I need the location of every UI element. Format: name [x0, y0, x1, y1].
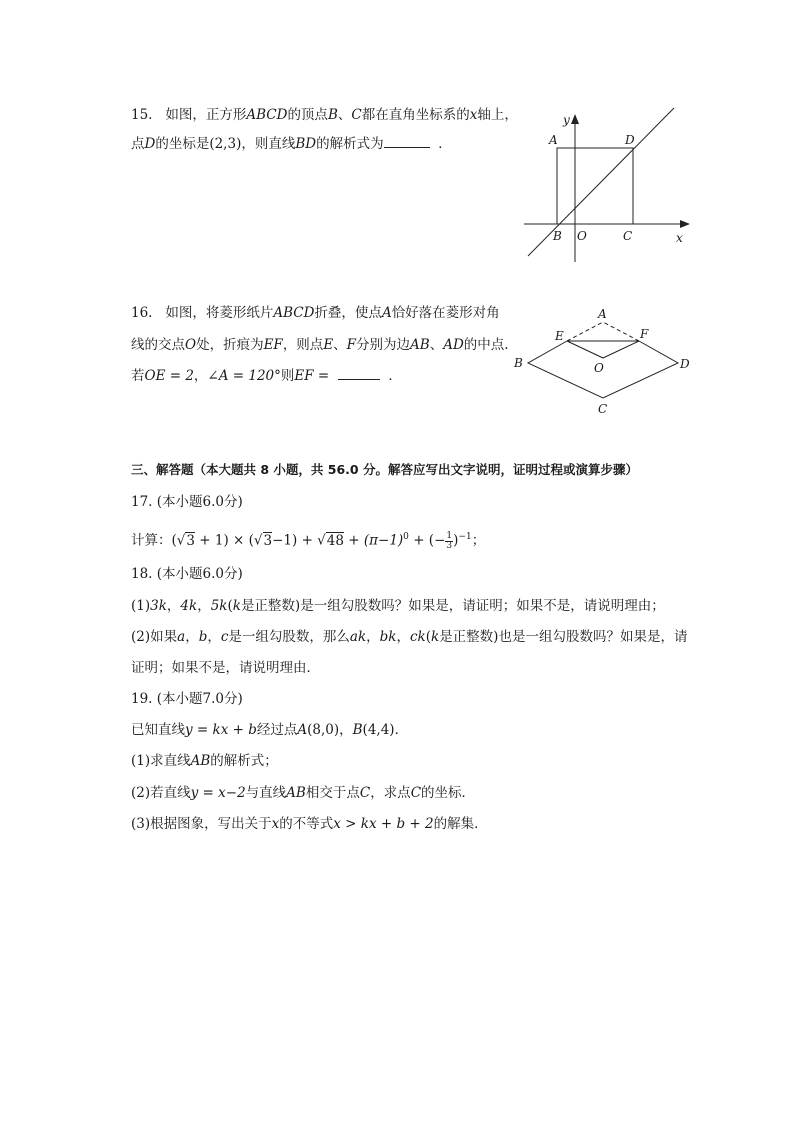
- q15-label-b: B: [553, 229, 562, 243]
- q18-part1: (1)3k，4k，5k(k是正整数)是一组勾股数吗？如果是，请证明；如果不是，请说明理由；: [131, 598, 665, 614]
- q19-line1: 已知直线y = kx + b经过点A(8,0)，B(4,4)．: [131, 722, 409, 738]
- q17-expression: 计算：$(√3 + 1) \times (√3-1) + √48 + (\pi-1)^0$ + (− $\frac{1}{3}$ )$^{-1}$；: [131, 530, 486, 551]
- q16-label-c: C: [598, 402, 608, 416]
- q16-dashed-ea: [567, 322, 603, 341]
- q15-line1: 15. 如图，正方形ABCD的顶点B、C都在直角坐标系的x轴上，: [131, 107, 518, 123]
- q19-line3: (2)若直线y = x−2与直线AB相交于点C，求点C的坐标．: [131, 785, 476, 801]
- q17-header: 17. (本小题6.0分): [131, 494, 243, 510]
- q19-line4: (3)根据图象，写出关于x的不等式x > kx + b + 2的解集．: [131, 816, 488, 832]
- q15-line-bd: [528, 108, 674, 256]
- q15-number: 15.: [131, 107, 153, 123]
- q18-part2-cont: 证明；如果不是，请说明理由．: [131, 660, 320, 676]
- q15-label-x: x: [676, 231, 683, 245]
- q15-label-y: y: [563, 113, 570, 127]
- q15-label-o: O: [577, 229, 587, 243]
- q15-label-a: A: [549, 133, 558, 147]
- q18-part2: (2)如果a，b，c是一组勾股数，那么ak，bk，ck(k是正整数)也是一组勾股数吗？如果是，请: [131, 629, 688, 645]
- q19-header: 19. (本小题7.0分): [131, 691, 243, 707]
- q16-answer-blank: [338, 367, 380, 380]
- q15-line2: 点D的坐标是(2,3)，则直线BD的解析式为 ．: [131, 136, 452, 152]
- q16-line1: 16. 如图，将菱形纸片ABCD折叠，使点A恰好落在菱形对角: [131, 305, 500, 321]
- q16-label-a: A: [598, 307, 607, 321]
- q15-label-d: D: [625, 133, 635, 147]
- q15-answer-blank: [384, 135, 430, 148]
- q16-label-b: B: [514, 356, 523, 370]
- q16-line2: 线的交点O处，折痕为EF，则点E、F分别为边AB、AD的中点.: [131, 337, 509, 353]
- q16-number: 16.: [131, 305, 153, 321]
- q16-label-e: E: [555, 329, 564, 343]
- q15-label-c: C: [623, 229, 633, 243]
- q16-label-f: F: [640, 327, 649, 341]
- q15-x-arrow: [680, 220, 690, 228]
- q16-label-o: O: [594, 361, 604, 375]
- q16-label-d: D: [680, 357, 690, 371]
- q15-y-arrow: [571, 114, 579, 124]
- q19-line2: (1)求直线AB的解析式；: [131, 753, 278, 769]
- q16-line3: 若OE = 2，∠A = 120°则EF = ．: [131, 368, 402, 384]
- q15-figure: [518, 104, 698, 266]
- q15-square: [557, 148, 633, 224]
- q16-fold-eo: [567, 341, 603, 358]
- q16-fold-fo: [603, 341, 639, 358]
- q17-fraction: $\frac{1}{3}$: [446, 530, 453, 551]
- q16-dashed-fa: [603, 322, 639, 341]
- q18-header: 18. (本小题6.0分): [131, 566, 243, 582]
- section-3-title: 三、解答题（本大题共 8 小题，共 56.0 分。解答应写出文字说明，证明过程或演算步骤）: [131, 462, 638, 477]
- q16-figure: [506, 300, 706, 422]
